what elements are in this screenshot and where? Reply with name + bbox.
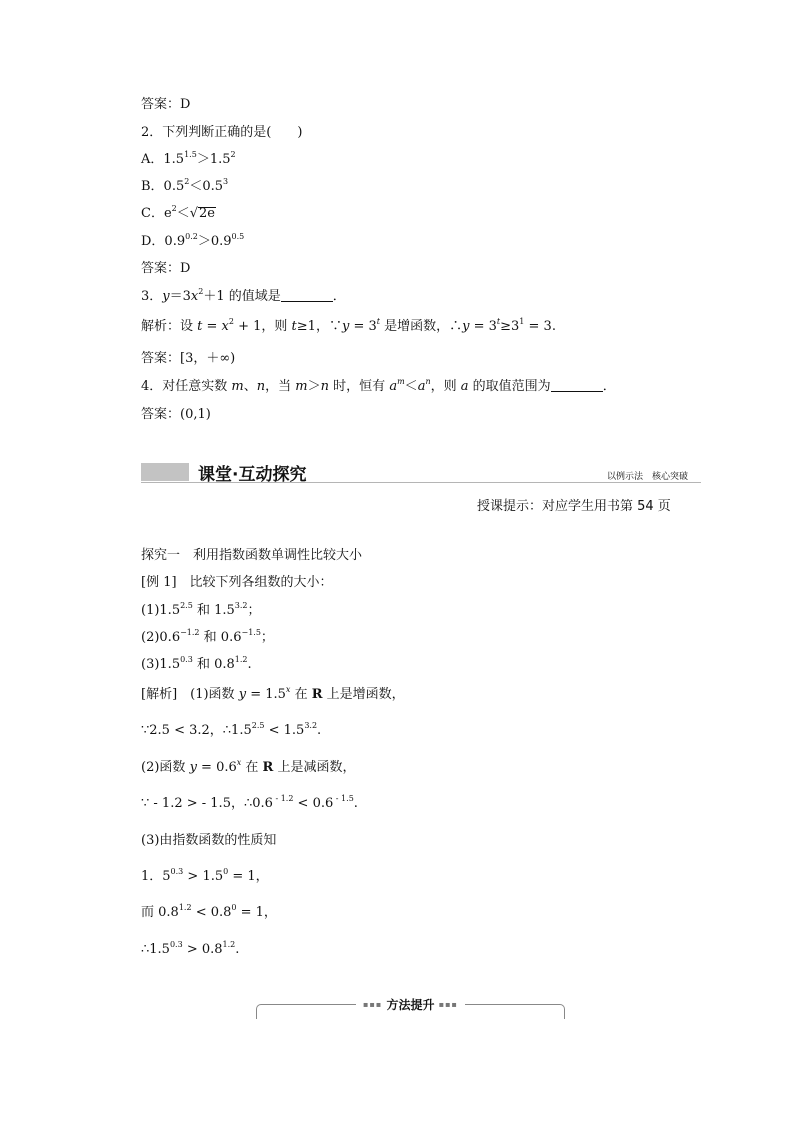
answer-3: 答案：[3，＋∞) bbox=[141, 351, 236, 366]
question-3: 3．$y=3x^2+1$ 的值域是 ． bbox=[141, 287, 346, 304]
dots-right-icon: ▪▪▪ bbox=[438, 1000, 458, 1009]
question-2: 2．下列判断正确的是( ) bbox=[141, 125, 303, 140]
item-2: $(2)0.6^{-1.2}$ 和 $0.6^{-1.5}$； bbox=[141, 628, 274, 645]
option-c: C．$e^2<√2e$ bbox=[141, 204, 215, 221]
item-1: $(1)1.5^{2.5}$ 和 $1.5^{3.2}$； bbox=[141, 601, 261, 618]
solution-3-step2: 而 $0.8^{1.2} < 0.8^0 = 1$， bbox=[141, 903, 277, 920]
section-title: 课堂·互动探究 bbox=[198, 465, 307, 485]
solution-3-conclusion: $\therefore 1.5^{0.3} > 0.8^{1.2}$. bbox=[141, 940, 240, 957]
solution-2-step: ∵ - 1.2 > - 1.5，∴0.6 $^{- 1.2}$ < 0.6 $^{- 1.5}$. bbox=[141, 794, 358, 811]
option-d: D．$0.9^{0.2}>0.9^{0.5}$ bbox=[141, 232, 245, 249]
method-title: ▪▪▪ 方法提升 ▪▪▪ bbox=[363, 998, 458, 1012]
answer-4: 答案：(0,1) bbox=[141, 407, 211, 422]
explore-heading: 探究一 利用指数函数单调性比较大小 bbox=[141, 548, 363, 563]
item-3: $(3)1.5^{0.3}$ 和 $0.8^{1.2}$. bbox=[141, 655, 252, 672]
option-b: B．$0.5^2<0.5^3$ bbox=[141, 177, 229, 194]
section-bar bbox=[141, 463, 189, 481]
solution-1-step: ∵2.5 < 3.2，$\therefore 1.5^{2.5} < 1.5^{3.2}$. bbox=[141, 721, 322, 738]
section-divider bbox=[141, 482, 701, 483]
answer-2: 答案：D bbox=[141, 261, 191, 276]
solution-3-step1: 1．$5^{0.3} > 1.5^0 = 1$， bbox=[141, 867, 269, 884]
lesson-hint: 授课提示：对应学生用书第 54 页 bbox=[477, 499, 671, 514]
solution-3: 解析：设 $t = x^2 + 1$，则 t≥1，∵y = $3^t$ 是增函数，∴y = $3^t\ge 3^1 = 3$. bbox=[141, 317, 556, 334]
solution-1: [解析] (1)函数 $y = 1.5^x$ 在 R 上是增函数， bbox=[141, 685, 405, 702]
dots-left-icon: ▪▪▪ bbox=[363, 1000, 383, 1009]
section-subtitle: 以例示法 核心突破 bbox=[607, 472, 689, 482]
example-1: [例 1] 比较下列各组数的大小： bbox=[141, 575, 333, 590]
answer-1: 答案：D bbox=[141, 97, 191, 112]
option-a: A．$1.5^{1.5}>1.5^2$ bbox=[141, 150, 236, 167]
solution-2: (2)函数 $y = 0.6^x$ 在 R 上是减函数， bbox=[141, 758, 356, 775]
question-4: 4．对任意实数 m、n，当 m＞n 时，恒有 $a^m<a^n$，则 a 的取值范围为 ． bbox=[141, 377, 616, 394]
solution-3-intro: (3)由指数函数的性质知 bbox=[141, 833, 277, 848]
